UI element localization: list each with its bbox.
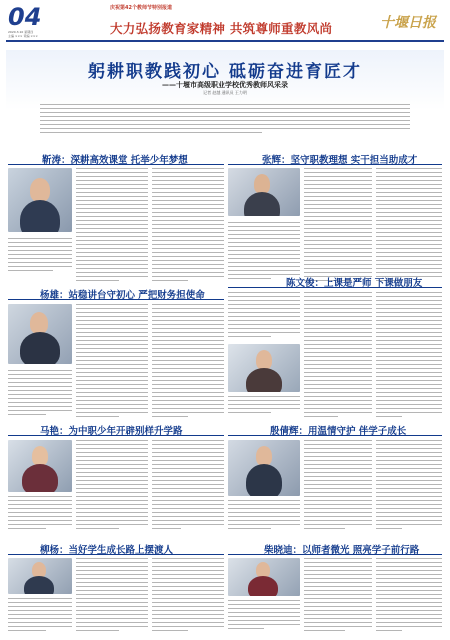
teacher-photo-6 — [228, 440, 300, 496]
section-text-7b — [76, 558, 148, 636]
section-text-4a — [228, 292, 300, 340]
issue-date: 2020.3.10 星期四 — [8, 30, 34, 34]
section-text-4d — [376, 292, 442, 420]
section-text-8c — [376, 558, 442, 636]
section-title-8: 柴晓迪：以师者微光 照亮学子前行路 — [264, 545, 420, 556]
section-title-4: 陈文俊：上课是严师 下课做朋友 — [286, 278, 423, 289]
section-text-1b — [76, 168, 148, 284]
section-rule-4 — [228, 287, 442, 288]
section-title-3: 杨雄：站稳讲台守初心 严把财务担使命 — [40, 290, 205, 301]
section-text-2b — [304, 168, 372, 284]
newspaper-logo: 十堰日报 — [380, 15, 436, 31]
section-text-4c — [304, 292, 372, 420]
teacher-photo-7 — [8, 558, 72, 594]
section-text-6c — [376, 440, 442, 532]
feature-subtitle: ——十堰市高级职业学校优秀教师风采录 — [162, 81, 288, 89]
section-rule-2 — [228, 164, 442, 165]
section-rule-1 — [8, 164, 224, 165]
section-title-7: 柳杨：当好学生成长路上摆渡人 — [40, 545, 174, 556]
teacher-photo-2 — [228, 168, 300, 216]
section-text-8a — [228, 600, 300, 636]
section-text-7a — [8, 598, 72, 636]
teacher-photo-3 — [8, 304, 72, 364]
teacher-photo-8 — [228, 558, 300, 596]
section-text-5b — [76, 440, 148, 532]
section-text-3a — [8, 370, 72, 420]
section-text-5a — [8, 496, 72, 532]
teacher-photo-4 — [228, 344, 300, 392]
special-report-label: 庆祝第42个教师节特别报道 — [110, 5, 172, 11]
section-title-1: 靳涛：深耕高效课堂 托举少年梦想 — [42, 155, 188, 166]
teacher-photo-1 — [8, 168, 72, 232]
section-text-1 — [8, 238, 72, 284]
section-rule-8 — [228, 554, 442, 555]
teacher-photo-5 — [8, 440, 72, 492]
page-number: 04 — [8, 3, 42, 31]
section-text-4b — [228, 396, 300, 420]
section-rule-3 — [8, 299, 224, 300]
section-text-3c — [152, 304, 224, 420]
section-text-1c — [152, 168, 224, 284]
section-text-7c — [152, 558, 224, 636]
section-rule-7 — [8, 554, 224, 555]
section-title-5: 马艳：为中职少年开辟别样升学路 — [40, 426, 183, 437]
section-text-6b — [304, 440, 372, 532]
section-text-3b — [76, 304, 148, 420]
header-slogan: 大力弘扬教育家精神 共筑尊师重教风尚 — [110, 21, 333, 36]
issue-meta — [8, 30, 38, 38]
feature-byline: 记者 赵越 通讯员 王力明 — [203, 90, 247, 95]
section-text-8b — [304, 558, 372, 636]
section-title-6: 殷倩辉：用温情守护 伴学子成长 — [270, 426, 407, 437]
section-text-6a — [228, 500, 300, 532]
feature-title: 躬耕职教践初心 砥砺奋进育匠才 — [88, 62, 362, 82]
section-title-2: 张辉：坚守职教理想 实干担当助成才 — [262, 155, 418, 166]
header-divider — [6, 40, 444, 42]
section-text-5c — [152, 440, 224, 532]
intro-paragraph — [40, 104, 410, 140]
section-rule-5 — [8, 435, 224, 436]
section-text-2c — [376, 168, 442, 284]
section-rule-6 — [228, 435, 442, 436]
issue-editors: 主编 ××× 责编 ××× — [8, 34, 38, 38]
